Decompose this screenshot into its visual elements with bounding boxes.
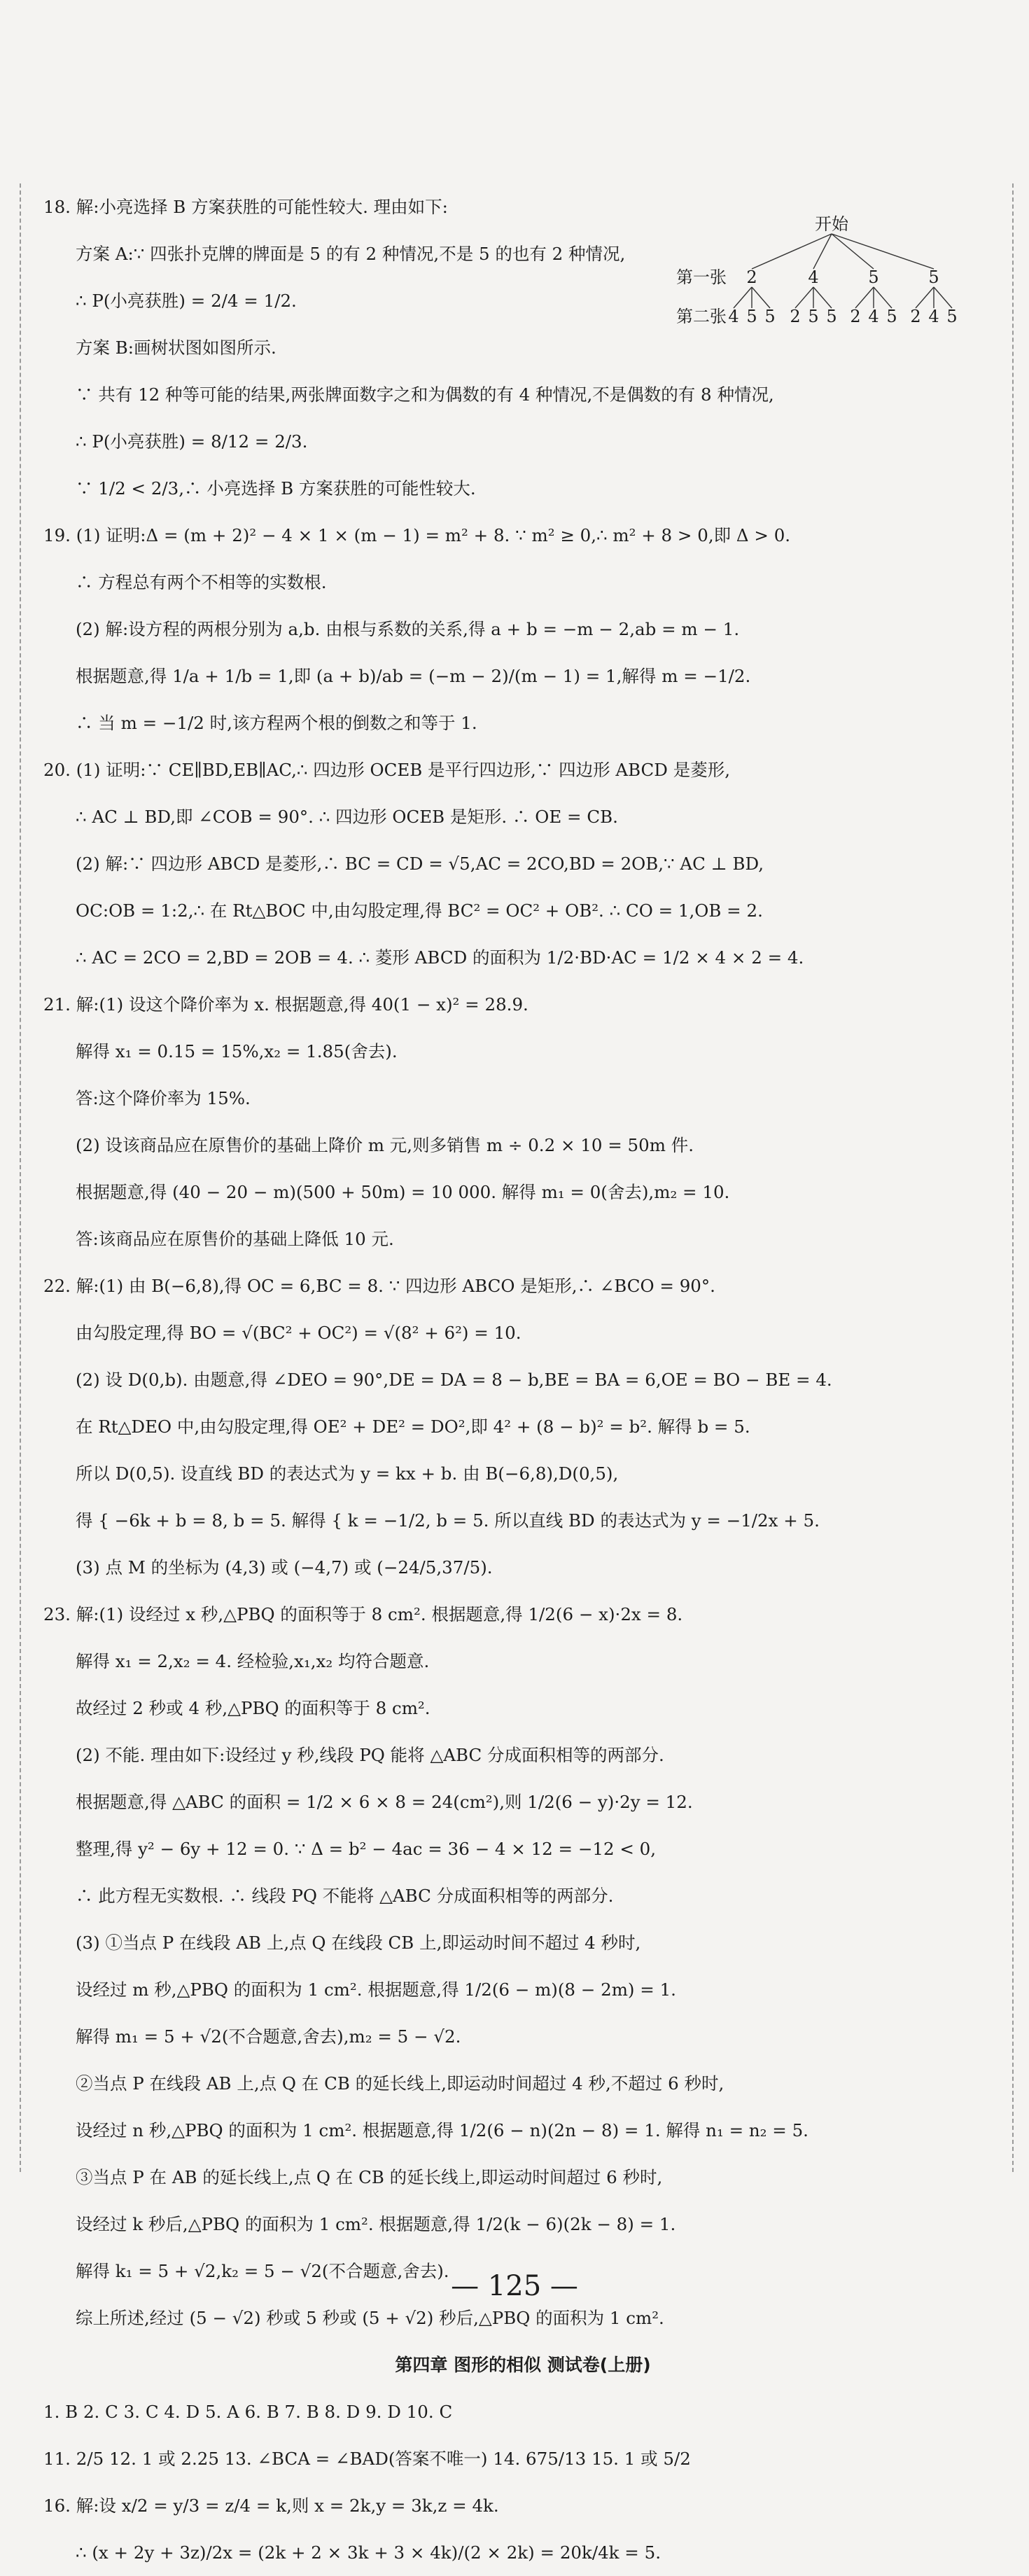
text-line: OC:OB = 1:2,∴ 在 Rt△BOC 中,由勾股定理,得 BC² = OC² + OB². ∴ CO = 1,OB = 2. (76, 900, 763, 921)
text-line: ∵ 1/2 < 2/3,∴ 小亮选择 B 方案获胜的可能性较大. (76, 478, 476, 499)
text-line: 设经过 n 秒,△PBQ 的面积为 1 cm². 根据题意,得 1/2(6 − n)(2n − 8) = 1. 解得 n₁ = n₂ = 5. (76, 2120, 808, 2140)
tree-branch (934, 287, 952, 308)
text-line: 解得 k₁ = 5 + √2,k₂ = 5 − √2(不合题意,舍去). (76, 2261, 449, 2281)
text-line: 方案 B:画树状图如图所示. (76, 337, 276, 358)
tree-branch (752, 287, 770, 308)
tree-second-card: 5 (746, 307, 757, 326)
text-line: 20. (1) 证明:∵ CE∥BD,EB∥AC,∴ 四边形 OCEB 是平行四边形,∵ 四边形 ABCD 是菱形, (43, 760, 731, 780)
tree-second-card: 4 (728, 307, 739, 326)
answer-text-block (43, 183, 1002, 2576)
text-line: 解得 x₁ = 0.15 = 15%,x₂ = 1.85(舍去). (76, 1041, 398, 1061)
tree-root-label: 开始 (815, 214, 848, 234)
tree-second-card: 5 (946, 307, 958, 326)
page-number: — 125 — (451, 2270, 578, 2302)
text-line: ∴ (x + 2y + 3z)/2x = (2k + 2 × 3k + 3 × 4k)/(2 × 2k) = 20k/4k = 5. (76, 2542, 662, 2563)
tree-branch (813, 287, 832, 308)
text-line: ③当点 P 在 AB 的延长线上,点 Q 在 CB 的延长线上,即运动时间超过 6 秒时, (76, 2167, 663, 2187)
text-line: (3) ①当点 P 在线段 AB 上,点 Q 在线段 CB 上,即运动时间不超过 4 秒时, (76, 1933, 641, 1953)
text-line: ∴ 方程总有两个不相等的实数根. (76, 572, 327, 592)
left-dashed-rule (20, 183, 21, 2172)
tree-branch (874, 287, 892, 308)
text-line: 所以 D(0,5). 设直线 BD 的表达式为 y = kx + b. 由 B(−6,8),D(0,5), (76, 1463, 619, 1484)
right-dashed-rule (1012, 183, 1014, 2172)
text-line: ∴ AC ⊥ BD,即 ∠COB = 90°. ∴ 四边形 OCEB 是矩形. ∴ OE = CB. (76, 807, 618, 827)
text-line: 答:该商品应在原售价的基础上降低 10 元. (76, 1229, 394, 1249)
text-line: 19. (1) 证明:Δ = (m + 2)² − 4 × 1 × (m − 1) = m² + 8. ∵ m² ≥ 0,∴ m² + 8 > 0,即 Δ > 0. (43, 525, 791, 545)
text-line: (2) 设该商品应在原售价的基础上降价 m 元,则多销售 m ÷ 0.2 × 10 = 50m 件. (76, 1135, 694, 1155)
text-line: 16. 解:设 x/2 = y/3 = z/4 = k,则 x = 2k,y = 3k,z = 4k. (43, 2495, 499, 2516)
text-line: 根据题意,得 1/a + 1/b = 1,即 (a + b)/ab = (−m − 2)/(m − 1) = 1,解得 m = −1/2. (76, 666, 751, 686)
tree-second-card: 2 (910, 307, 921, 326)
tree-first-card: 5 (868, 267, 879, 287)
text-line: ∴ P(小亮获胜) = 8/12 = 2/3. (76, 431, 308, 452)
text-line: 1. B 2. C 3. C 4. D 5. A 6. B 7. B 8. D 9. D 10. C (43, 2402, 453, 2422)
tree-first-card: 5 (928, 267, 939, 287)
text-line: 23. 解:(1) 设经过 x 秒,△PBQ 的面积等于 8 cm². 根据题意,得 1/2(6 − x)·2x = 8. (43, 1604, 683, 1624)
text-line: 21. 解:(1) 设这个降价率为 x. 根据题意,得 40(1 − x)² = 28.9. (43, 994, 528, 1015)
text-line: 得 { −6k + b = 8, b = 5. 解得 { k = −1/2, b = 5. 所以直线 BD 的表达式为 y = −1/2x + 5. (76, 1510, 820, 1531)
text-line: 方案 A:∵ 四张扑克牌的牌面是 5 的有 2 种情况,不是 5 的也有 2 种情况, (76, 244, 626, 264)
text-line: 根据题意,得 △ABC 的面积 = 1/2 × 6 × 8 = 24(cm²),则 1/2(6 − y)·2y = 12. (76, 1792, 693, 1812)
text-line: ∴ P(小亮获胜) = 2/4 = 1/2. (76, 291, 297, 311)
text-line: 设经过 m 秒,△PBQ 的面积为 1 cm². 根据题意,得 1/2(6 − m)(8 − 2m) = 1. (76, 1979, 676, 2000)
tree-second-card: 5 (764, 307, 776, 326)
tree-branch (734, 287, 752, 308)
text-line: 根据题意,得 (40 − 20 − m)(500 + 50m) = 10 000. 解得 m₁ = 0(舍去),m₂ = 10. (76, 1182, 730, 1202)
text-line: (2) 解:设方程的两根分别为 a,b. 由根与系数的关系,得 a + b = −m − 2,ab = m − 1. (76, 619, 740, 639)
tree-second-card: 5 (886, 307, 897, 326)
tree-first-card: 4 (808, 267, 819, 287)
text-line: 11. 2/5 12. 1 或 2.25 13. ∠BCA = ∠BAD(答案不唯一) 14. 675/13 15. 1 或 5/2 (43, 2449, 691, 2469)
text-line: 综上所述,经过 (5 − √2) 秒或 5 秒或 (5 + √2) 秒后,△PBQ 的面积为 1 cm². (76, 2308, 664, 2328)
tree-branch (855, 287, 874, 308)
text-line: ②当点 P 在线段 AB 上,点 Q 在 CB 的延长线上,即运动时间超过 4 秒,不超过 6 秒时, (76, 2073, 724, 2094)
tree-row2-label: 第二张 (676, 307, 727, 326)
text-line: ∵ 共有 12 种等可能的结果,两张牌面数字之和为偶数的有 4 种情况,不是偶数的有 8 种情况, (76, 384, 774, 405)
text-line: (3) 点 M 的坐标为 (4,3) 或 (−4,7) 或 (−24/5,37/5). (76, 1557, 493, 1578)
text-line: 设经过 k 秒后,△PBQ 的面积为 1 cm². 根据题意,得 1/2(k − 6)(2k − 8) = 1. (76, 2214, 676, 2234)
text-line: 由勾股定理,得 BO = √(BC² + OC²) = √(8² + 6²) = 10. (76, 1323, 522, 1343)
tree-branch (752, 234, 832, 269)
section-title: 第四章 图形的相似 测试卷(上册) (395, 2355, 651, 2375)
tree-second-card: 2 (790, 307, 801, 326)
tree-second-card: 4 (868, 307, 879, 326)
text-line: 整理,得 y² − 6y + 12 = 0. ∵ Δ = b² − 4ac = 36 − 4 × 12 = −12 < 0, (76, 1839, 657, 1859)
tree-first-card: 2 (746, 267, 757, 287)
tree-diagram (676, 214, 1012, 329)
text-line: 解得 m₁ = 5 + √2(不合题意,舍去),m₂ = 5 − √2. (76, 2026, 461, 2047)
tree-branch (832, 234, 934, 269)
tree-second-card: 4 (928, 307, 939, 326)
text-line: 故经过 2 秒或 4 秒,△PBQ 的面积等于 8 cm². (76, 1698, 430, 1718)
text-line: ∴ AC = 2CO = 2,BD = 2OB = 4. ∴ 菱形 ABCD 的面积为 1/2·BD·AC = 1/2 × 4 × 2 = 4. (76, 947, 804, 968)
text-line: (2) 不能. 理由如下:设经过 y 秒,线段 PQ 能将 △ABC 分成面积相等的两部分. (76, 1745, 664, 1765)
tree-row1-label: 第一张 (676, 267, 727, 287)
text-line: ∴ 当 m = −1/2 时,该方程两个根的倒数之和等于 1. (76, 713, 477, 733)
text-line: 22. 解:(1) 由 B(−6,8),得 OC = 6,BC = 8. ∵ 四边形 ABCO 是矩形,∴ ∠BCO = 90°. (43, 1276, 715, 1296)
text-line: (2) 解:∵ 四边形 ABCD 是菱形,∴ BC = CD = √5,AC = 2CO,BD = 2OB,∵ AC ⊥ BD, (76, 854, 764, 874)
tree-branch (832, 234, 874, 269)
text-line: 解得 x₁ = 2,x₂ = 4. 经检验,x₁,x₂ 均符合题意. (76, 1651, 430, 1671)
text-line: ∴ 此方程无实数根. ∴ 线段 PQ 不能将 △ABC 分成面积相等的两部分. (76, 1886, 614, 1906)
text-line: 18. 解:小亮选择 B 方案获胜的可能性较大. 理由如下: (43, 197, 448, 217)
tree-second-card: 5 (808, 307, 819, 326)
tree-branch (813, 234, 832, 269)
text-line: 答:这个降价率为 15%. (76, 1088, 251, 1108)
tree-branch (795, 287, 813, 308)
tree-second-card: 2 (850, 307, 861, 326)
tree-second-card: 5 (826, 307, 837, 326)
text-line: (2) 设 D(0,b). 由题意,得 ∠DEO = 90°,DE = DA = 8 − b,BE = BA = 6,OE = BO − BE = 4. (76, 1370, 832, 1390)
text-line: 在 Rt△DEO 中,由勾股定理,得 OE² + DE² = DO²,即 4² + (8 − b)² = b². 解得 b = 5. (76, 1416, 750, 1437)
tree-branch (916, 287, 934, 308)
